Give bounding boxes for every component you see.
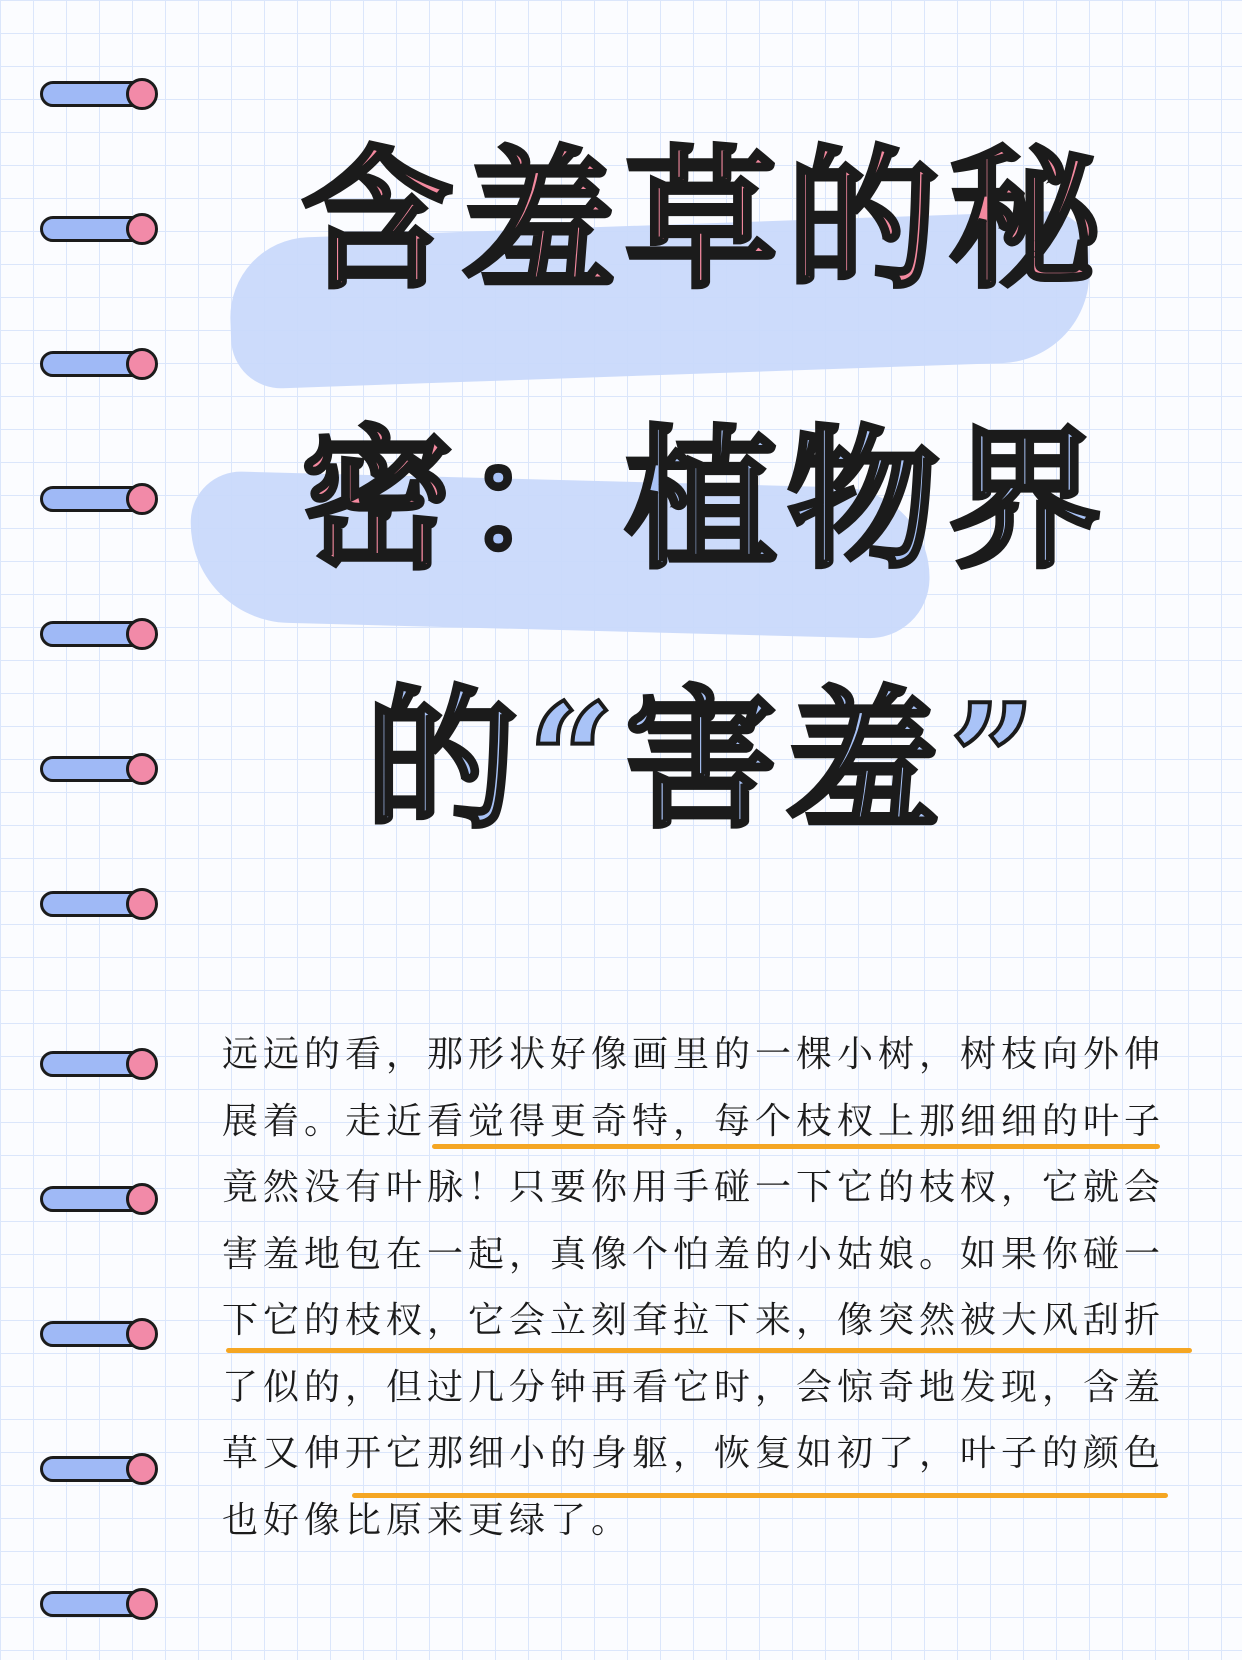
highlight-underline bbox=[432, 1144, 1160, 1149]
title-line-2-pink: 密 bbox=[301, 410, 463, 589]
highlight-underline bbox=[352, 1493, 1168, 1498]
title-line-1: 含羞草的秘 bbox=[301, 130, 1111, 309]
title-line-2 bbox=[170, 410, 1242, 589]
binding-ring bbox=[40, 1183, 158, 1213]
binding-ring bbox=[40, 1453, 158, 1483]
spiral-binding bbox=[0, 0, 170, 1660]
binding-ring bbox=[40, 483, 158, 513]
body-paragraph: 远远的看，那形状好像画里的一棵小树，树枝向外伸展着。走近看觉得更奇特，每个枝杈上那细细的叶子竟然没有叶脉！只要你用手碰一下它的枝杈，它就会害羞地包在一起，真像个怕羞的小姑娘。如果你碰一下它的枝杈，它会立刻耷拉下来，像突然被大风刮折了似的，但过几分钟再看它时，会惊奇地发现，含羞草又伸开它那细小的身躯，恢复如初了，叶子的颜色也好像比原来更绿了。 bbox=[222, 1034, 1166, 1541]
highlight-underline bbox=[226, 1348, 1192, 1353]
binding-ring bbox=[40, 213, 158, 243]
binding-ring bbox=[40, 348, 158, 378]
binding-ring bbox=[40, 1588, 158, 1618]
binding-ring bbox=[40, 1048, 158, 1078]
binding-ring bbox=[40, 618, 158, 648]
title-line-2-blue: ：植物界 bbox=[463, 410, 1111, 589]
binding-ring bbox=[40, 888, 158, 918]
binding-ring bbox=[40, 1318, 158, 1348]
title-block bbox=[170, 95, 1242, 885]
binding-ring bbox=[40, 753, 158, 783]
title-line-3: 的“害羞” bbox=[365, 670, 1047, 849]
binding-ring bbox=[40, 78, 158, 108]
